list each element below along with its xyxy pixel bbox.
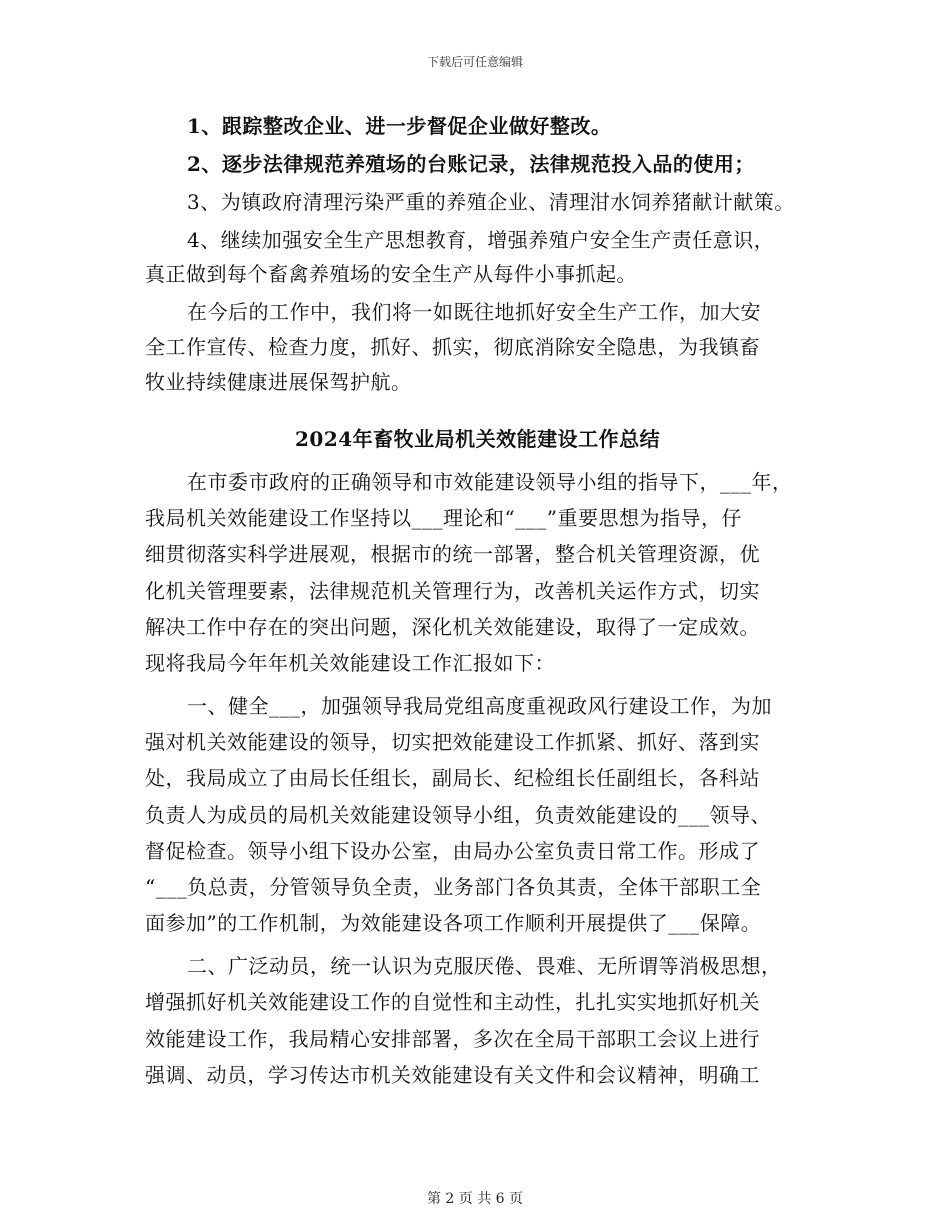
closing-line-1: 在今后的工作中，我们将一如既往地抓好安全生产工作，加大安 xyxy=(187,300,761,324)
para2-line-6: “___负总责，分管领导负全责，业务部门各负其责，全体干部职工全 xyxy=(145,875,762,899)
para2-line-4: 负责人为成员的局机关效能建设领导小组，负责效能建设的___领导、 xyxy=(145,803,771,827)
list-item-2: 2、逐步法律规范养殖场的台账记录，法律规范投入品的使用； xyxy=(187,152,755,176)
para2-line-3: 处，我局成立了由局长任组长，副局长、纪检组长任副组长，各科站 xyxy=(145,766,760,790)
list-item-1: 1、跟踪整改企业、进一步督促企业做好整改。 xyxy=(187,114,612,138)
closing-line-2: 全工作宣传、检查力度，抓好、抓实，彻底消除安全隐患，为我镇畜 xyxy=(145,335,760,359)
para3-line-2: 增强抓好机关效能建设工作的自觉性和主动性，扎扎实实地抓好机关 xyxy=(145,990,760,1014)
para3-line-4: 强调、动员，学习传达市机关效能建设有关文件和会议精神，明确工 xyxy=(145,1063,760,1087)
page-header: 下载后可任意编辑 xyxy=(426,55,523,69)
para2-line-1: 一、健全___，加强领导我局党组高度重视政风行建设工作，为加 xyxy=(187,694,772,718)
para1-line-6: 现将我局今年年机关效能建设工作汇报如下： xyxy=(145,651,555,675)
list-item-4: 4、继续加强安全生产思想教育，增强养殖户安全生产责任意识， xyxy=(187,228,775,252)
para1-line-2: 我局机关效能建设工作坚持以___理论和“___”重要思想为指导，仔 xyxy=(145,506,742,530)
para2-line-5: 督促检查。领导小组下设办公室，由局办公室负责日常工作。形成了 xyxy=(145,839,760,863)
page-number: 第 2 页 共 6 页 xyxy=(426,1191,524,1207)
list-item-3: 3、为镇政府清理污染严重的养殖企业、清理泔水饲养猪献计献策。 xyxy=(187,190,795,214)
para3-line-3: 效能建设工作，我局精心安排部署，多次在全局干部职工会议上进行 xyxy=(145,1027,760,1051)
para1-line-4: 化机关管理要素，法律规范机关管理行为，改善机关运作方式，切实 xyxy=(145,579,760,603)
para1-line-3: 细贯彻落实科学进展观，根据市的统一部署，整合机关管理资源，优 xyxy=(145,542,760,566)
list-item-4-cont: 真正做到每个畜禽养殖场的安全生产从每件小事抓起。 xyxy=(145,262,637,286)
para2-line-7: 面参加”的工作机制，为效能建设各项工作顺利开展提供了___保障。 xyxy=(145,911,762,935)
para3-line-1: 二、广泛动员，统一认识为克服厌倦、畏难、无所谓等消极思想， xyxy=(187,954,782,978)
para1-line-5: 解决工作中存在的突出问题，深化机关效能建设，取得了一定成效。 xyxy=(145,615,760,639)
section-title: 2024年畜牧业局机关效能建设工作总结 xyxy=(295,427,661,451)
para1-line-1: 在市委市政府的正确领导和市效能建设领导小组的指导下，___年， xyxy=(187,470,793,494)
para2-line-2: 强对机关效能建设的领导，切实把效能建设工作抓紧、抓好、落到实 xyxy=(145,730,760,754)
closing-line-3: 牧业持续健康进展保驾护航。 xyxy=(145,370,412,394)
